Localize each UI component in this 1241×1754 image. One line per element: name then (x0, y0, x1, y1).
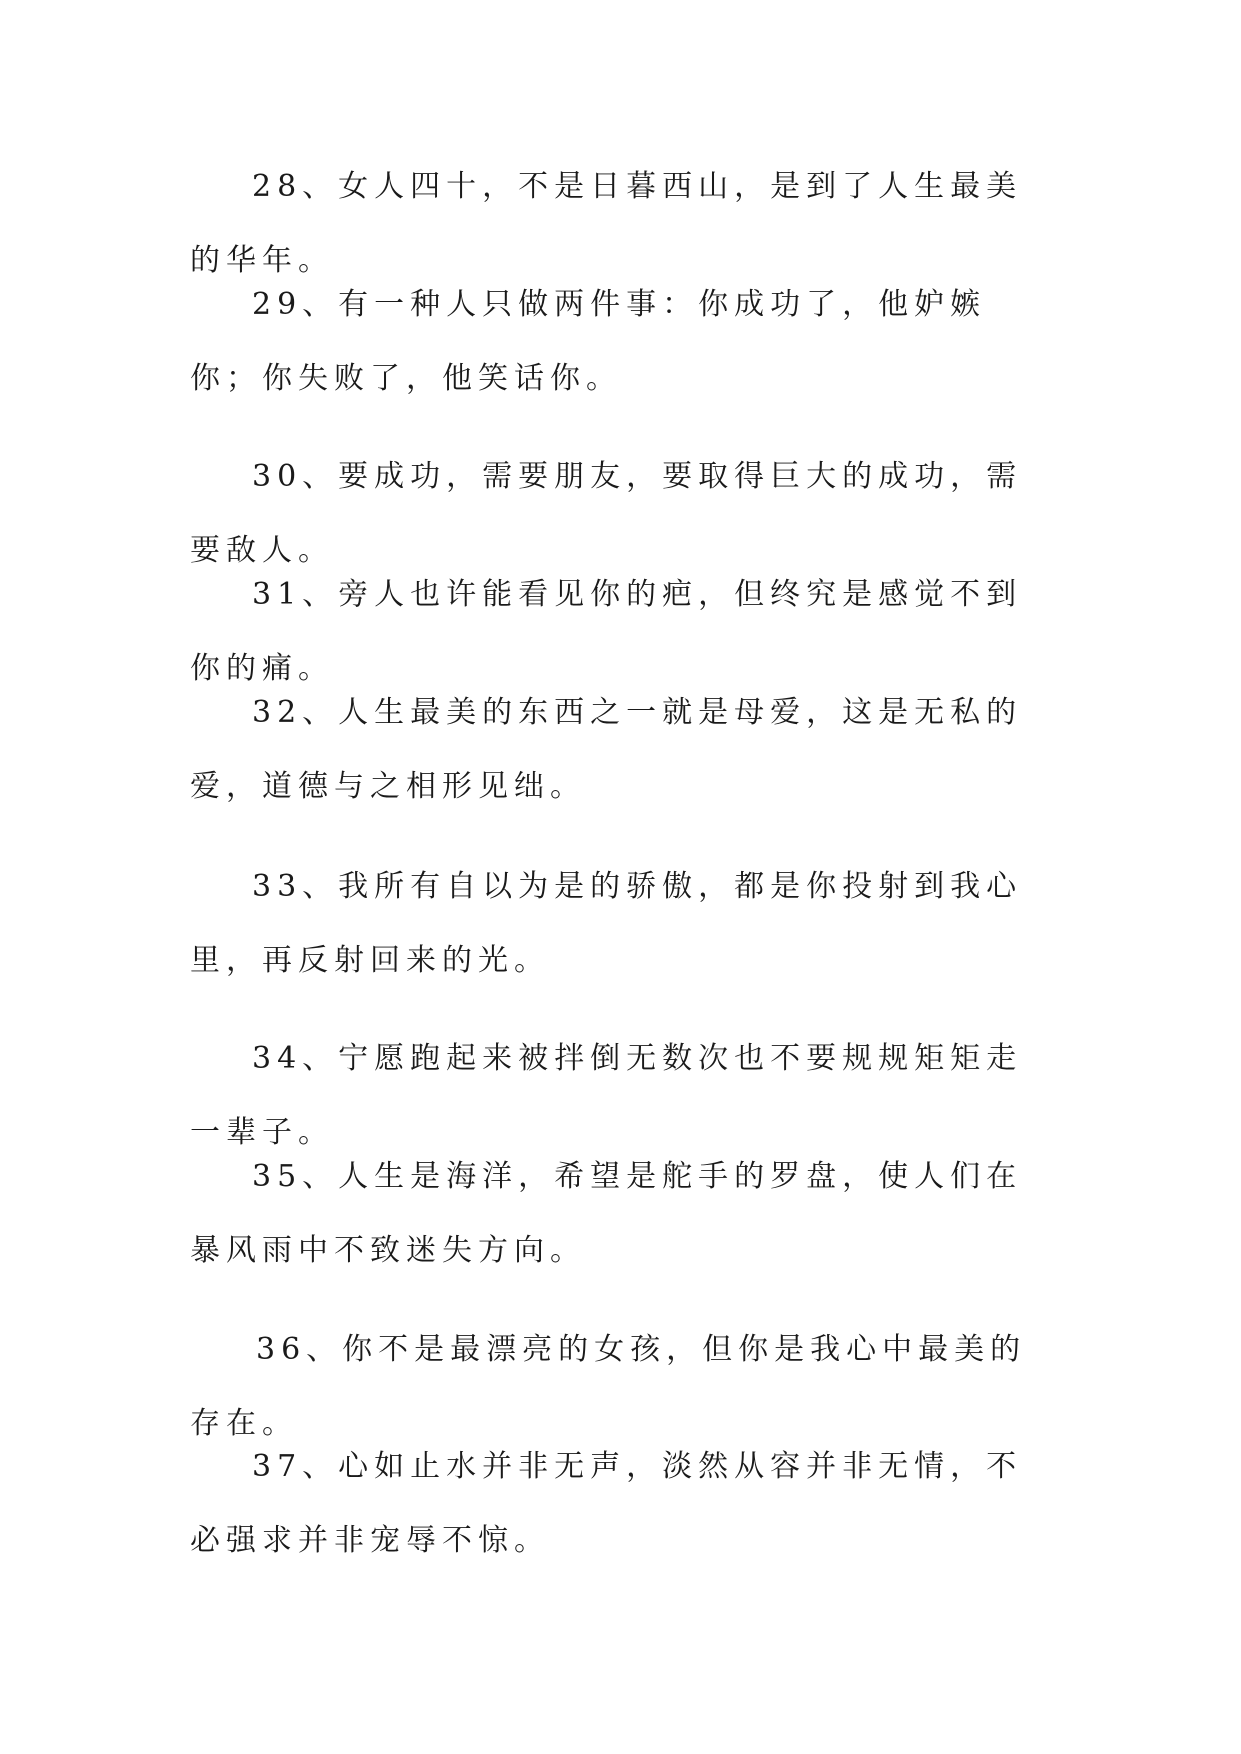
quote-paragraph-37: 37、心如止水并非无声，淡然从容并非无情，不必强求并非宠辱不惊。 (190, 1449, 1023, 1558)
quote-paragraph-30: 30、要成功，需要朋友，要取得巨大的成功，需要敌人。 (190, 459, 1023, 568)
quote-paragraph-28: 28、女人四十，不是日暮西山，是到了人生最美的华年。 (190, 169, 1023, 278)
quote-paragraph-29: 29、有一种人只做两件事：你成功了，他妒嫉你；你失败了，他笑话你。 (190, 287, 987, 396)
quote-paragraph-36: 36、你不是最漂亮的女孩，但你是我心中最美的存在。 (190, 1332, 1027, 1441)
quote-paragraph-34: 34、宁愿跑起来被拌倒无数次也不要规规矩矩走一辈子。 (190, 1041, 1023, 1150)
quote-paragraph-35: 35、人生是海洋，希望是舵手的罗盘，使人们在暴风雨中不致迷失方向。 (190, 1159, 1023, 1268)
quote-paragraph-31: 31、旁人也许能看见你的疤，但终究是感觉不到你的痛。 (190, 577, 1023, 686)
quote-paragraph-33: 33、我所有自以为是的骄傲，都是你投射到我心里，再反射回来的光。 (190, 869, 1023, 978)
quote-paragraph-32: 32、人生最美的东西之一就是母爱，这是无私的爱，道德与之相形见绌。 (190, 695, 1023, 804)
